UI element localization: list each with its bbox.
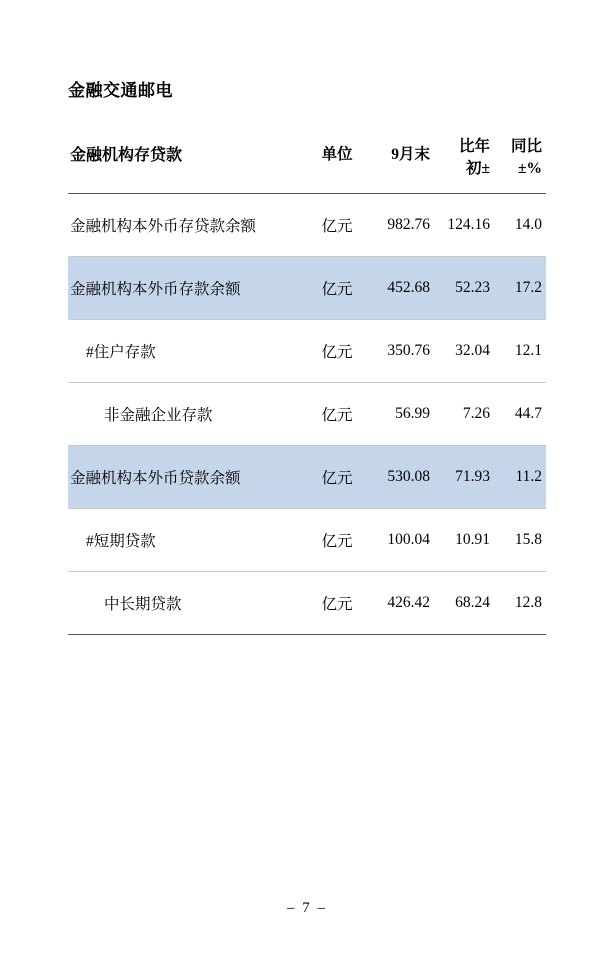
row-unit: 亿元 [306, 193, 368, 256]
row-label: 非金融企业存款 [68, 382, 306, 445]
column-header-yoy [494, 130, 546, 193]
row-label: #短期贷款 [68, 508, 306, 571]
section-title: 金融交通邮电 [68, 81, 173, 100]
row-yoy-value: 11.2 [494, 445, 546, 508]
table-row [68, 256, 546, 319]
row-label: #住户存款 [68, 319, 306, 382]
row-unit: 亿元 [306, 256, 368, 319]
column-header-change [434, 130, 494, 193]
financial-statistics-table [68, 130, 546, 635]
table-header-row [68, 130, 546, 193]
row-unit: 亿元 [306, 508, 368, 571]
table-row [68, 193, 546, 256]
table-header [68, 130, 546, 193]
row-change-value: 7.26 [434, 382, 494, 445]
row-period-value: 100.04 [368, 508, 434, 571]
table-body [68, 193, 546, 634]
row-change-value: 10.91 [434, 508, 494, 571]
table-row [68, 508, 546, 571]
row-period-value: 426.42 [368, 571, 434, 634]
row-label: 金融机构本外币存贷款余额 [68, 193, 306, 256]
column-header-change-line1: 比年 [458, 138, 490, 155]
row-yoy-value: 17.2 [494, 256, 546, 319]
column-header-unit: 单位 [306, 130, 368, 193]
row-yoy-value: 12.8 [494, 571, 546, 634]
page-number: – 7 – [287, 900, 327, 916]
table-row [68, 382, 546, 445]
row-period-value: 350.76 [368, 319, 434, 382]
table-row [68, 319, 546, 382]
row-period-value: 982.76 [368, 193, 434, 256]
row-label: 中长期贷款 [68, 571, 306, 634]
column-header-change-line2: 初± [465, 160, 490, 178]
column-header-period: 9月末 [368, 130, 434, 193]
column-header-yoy-line1: 同比 [510, 138, 542, 155]
row-yoy-value: 14.0 [494, 193, 546, 256]
column-header-yoy-line2: ±% [517, 160, 542, 178]
row-change-value: 32.04 [434, 319, 494, 382]
row-yoy-value: 15.8 [494, 508, 546, 571]
row-unit: 亿元 [306, 445, 368, 508]
row-unit: 亿元 [306, 382, 368, 445]
row-change-value: 52.23 [434, 256, 494, 319]
row-label: 金融机构本外币存款余额 [68, 256, 306, 319]
row-yoy-value: 44.7 [494, 382, 546, 445]
row-change-value: 124.16 [434, 193, 494, 256]
row-unit: 亿元 [306, 571, 368, 634]
row-label: 金融机构本外币贷款余额 [68, 445, 306, 508]
row-period-value: 530.08 [368, 445, 434, 508]
column-header-name: 金融机构存贷款 [68, 130, 306, 193]
row-change-value: 68.24 [434, 571, 494, 634]
table-row [68, 571, 546, 634]
row-unit: 亿元 [306, 319, 368, 382]
row-period-value: 56.99 [368, 382, 434, 445]
table-row [68, 445, 546, 508]
row-period-value: 452.68 [368, 256, 434, 319]
row-change-value: 71.93 [434, 445, 494, 508]
row-yoy-value: 12.1 [494, 319, 546, 382]
